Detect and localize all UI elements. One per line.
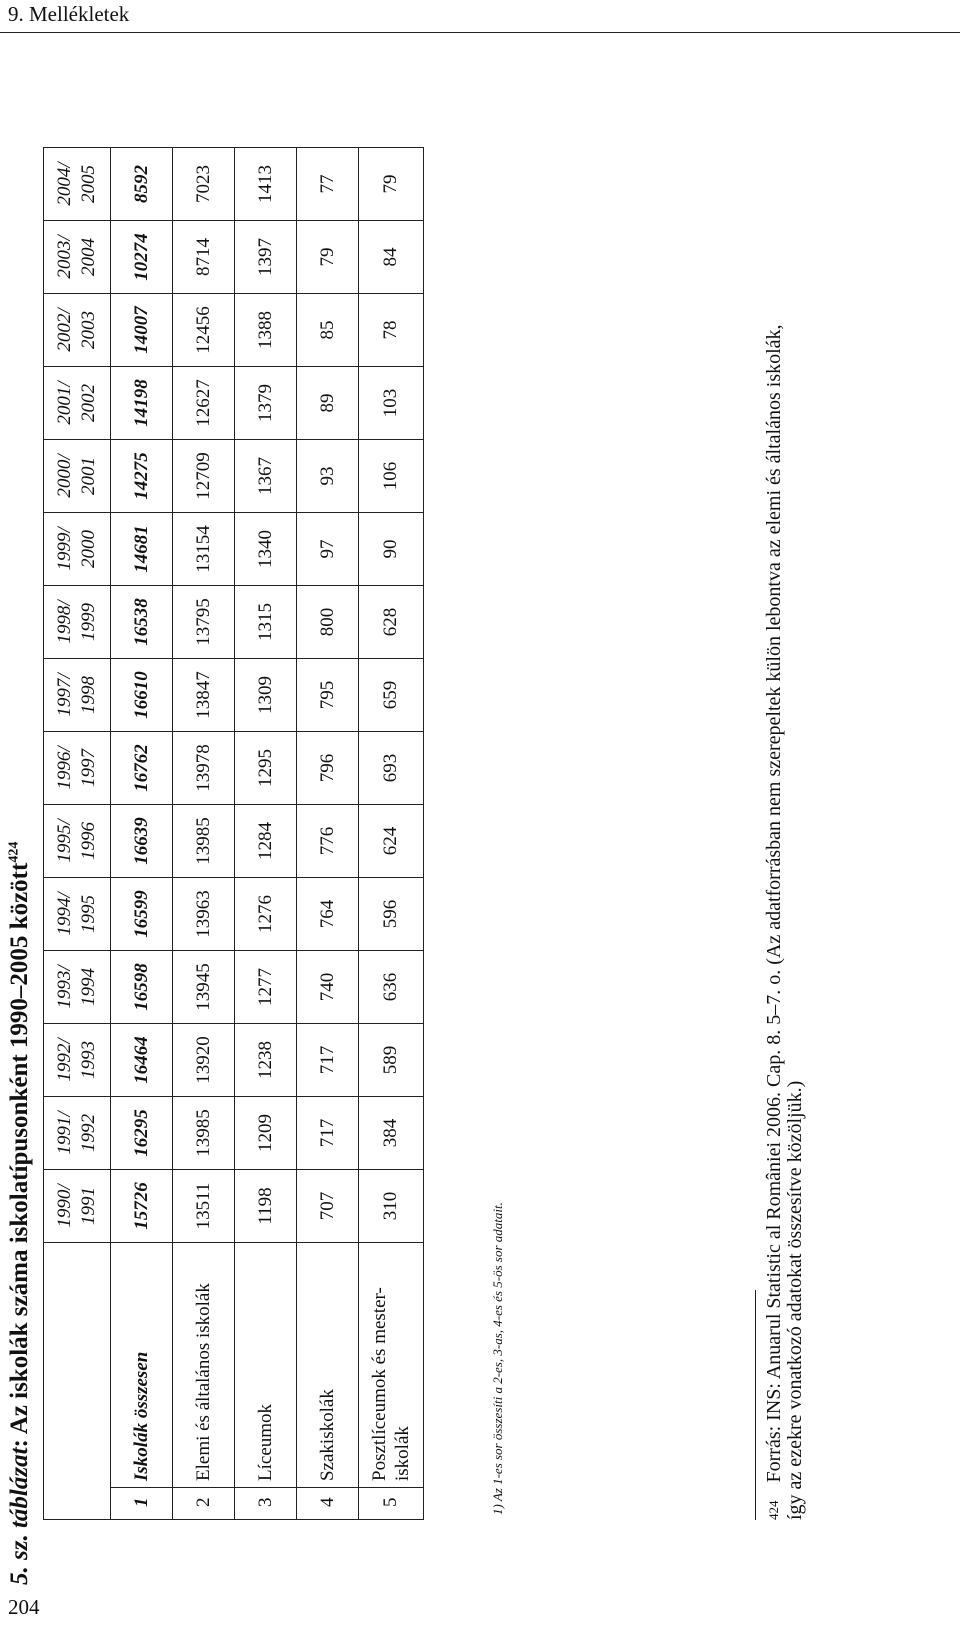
- value-cell: 764: [297, 878, 359, 951]
- year-header: [44, 732, 111, 805]
- value-cell: 85: [297, 294, 359, 367]
- value-cell: 13963: [173, 878, 235, 951]
- year-header-end: 1998: [78, 676, 99, 714]
- table-row: [359, 148, 424, 1520]
- year-header-end: 1992: [78, 1114, 99, 1152]
- row-number: 3: [235, 1488, 297, 1520]
- table-row: [297, 148, 359, 1520]
- value-cell: 7023: [173, 148, 235, 221]
- rotated-landscape-content: [0, 45, 935, 1585]
- value-cell: 15726: [111, 1170, 173, 1243]
- header-rule: [0, 32, 960, 33]
- table-body: [111, 148, 424, 1520]
- value-cell: 12709: [173, 440, 235, 513]
- value-cell: 1413: [235, 148, 297, 221]
- year-header-end: 1999: [78, 603, 99, 641]
- value-cell: 1309: [235, 659, 297, 732]
- value-cell: 1198: [235, 1170, 297, 1243]
- year-header: [44, 1024, 111, 1097]
- value-cell: 77: [297, 148, 359, 221]
- footnote-line-2: így az ezekre vonatkozó adatokat összesítve közöljük.): [784, 1080, 806, 1520]
- footnote-rule: [755, 1290, 756, 1520]
- value-cell: 16598: [111, 951, 173, 1024]
- value-cell: 589: [359, 1024, 424, 1097]
- value-cell: 1397: [235, 221, 297, 294]
- footnote-line-1: Forrás: INS: Anuarul Statistic al României 2006. Cap. 8. 5–7. o. (Az adatforrásban nem szerepeltek külön lebontva az elemi és általános iskolák,: [763, 324, 785, 1483]
- schools-table: [43, 147, 424, 1520]
- value-cell: 1367: [235, 440, 297, 513]
- year-header-start: 2003/: [54, 235, 75, 279]
- value-cell: 8714: [173, 221, 235, 294]
- row-label: Iskolák összesen: [111, 1243, 173, 1488]
- year-header: [44, 294, 111, 367]
- table-title-footnote-ref: 424: [6, 841, 22, 863]
- year-header-end: 1994: [78, 968, 99, 1006]
- value-cell: 13978: [173, 732, 235, 805]
- year-header: [44, 586, 111, 659]
- row-number: 5: [359, 1488, 424, 1520]
- row-label: Szakiskolák: [297, 1243, 359, 1488]
- year-header-start: 1992/: [54, 1038, 75, 1082]
- value-cell: 1340: [235, 513, 297, 586]
- value-cell: 13985: [173, 805, 235, 878]
- year-header-start: 1997/: [54, 673, 75, 717]
- year-header-end: 2004: [78, 238, 99, 276]
- year-header: [44, 805, 111, 878]
- year-header: [44, 1097, 111, 1170]
- value-cell: 10274: [111, 221, 173, 294]
- table-title-text: : Az iskolák száma iskolatípusonként 1990–2005 között: [6, 862, 33, 1448]
- value-cell: 93: [297, 440, 359, 513]
- value-cell: 78: [359, 294, 424, 367]
- value-cell: 1315: [235, 586, 297, 659]
- year-header-start: 2002/: [54, 308, 75, 352]
- year-header-start: 2000/: [54, 454, 75, 498]
- year-header: [44, 440, 111, 513]
- value-cell: 16538: [111, 586, 173, 659]
- value-cell: 1209: [235, 1097, 297, 1170]
- value-cell: 776: [297, 805, 359, 878]
- value-cell: 1295: [235, 732, 297, 805]
- value-cell: 13795: [173, 586, 235, 659]
- row-label: Posztlíceumok és mester-iskolák: [359, 1243, 424, 1488]
- value-cell: 717: [297, 1024, 359, 1097]
- year-header: [44, 1170, 111, 1243]
- year-header: [44, 367, 111, 440]
- value-cell: 800: [297, 586, 359, 659]
- year-header: [44, 951, 111, 1024]
- year-header-start: 1990/: [54, 1184, 75, 1228]
- value-cell: 12456: [173, 294, 235, 367]
- year-header-end: 2005: [78, 165, 99, 203]
- value-cell: 97: [297, 513, 359, 586]
- running-head: 9. Mellékletek: [8, 2, 130, 26]
- value-cell: 310: [359, 1170, 424, 1243]
- value-cell: 624: [359, 805, 424, 878]
- year-header-end: 1995: [78, 895, 99, 933]
- year-header: [44, 659, 111, 732]
- value-cell: 13154: [173, 513, 235, 586]
- value-cell: 596: [359, 878, 424, 951]
- value-cell: 13985: [173, 1097, 235, 1170]
- value-cell: 1277: [235, 951, 297, 1024]
- page-number: 204: [8, 1595, 40, 1619]
- year-header-end: 1996: [78, 822, 99, 860]
- value-cell: 1284: [235, 805, 297, 878]
- year-header-end: 2003: [78, 311, 99, 349]
- value-cell: 16762: [111, 732, 173, 805]
- table-note: 1) Az 1-es sor összesíti a 2-es, 3-as, 4-es és 5-ös sor adatait.: [490, 1202, 505, 1515]
- year-header: [44, 513, 111, 586]
- year-header-start: 1994/: [54, 892, 75, 936]
- value-cell: 13511: [173, 1170, 235, 1243]
- value-cell: 16464: [111, 1024, 173, 1097]
- year-header-start: 1991/: [54, 1111, 75, 1155]
- value-cell: 79: [297, 221, 359, 294]
- table-row: [235, 148, 297, 1520]
- value-cell: 16610: [111, 659, 173, 732]
- value-cell: 13920: [173, 1024, 235, 1097]
- table-header-row: [44, 148, 111, 1520]
- year-header-end: 2000: [78, 530, 99, 568]
- year-header: [44, 148, 111, 221]
- footnote-number: 424: [766, 1500, 781, 1520]
- value-cell: 740: [297, 951, 359, 1024]
- year-header-end: 2001: [78, 457, 99, 495]
- table-title-label: 5. sz. táblázat: [6, 1447, 33, 1585]
- value-cell: 717: [297, 1097, 359, 1170]
- year-header-start: 1998/: [54, 600, 75, 644]
- value-cell: 628: [359, 586, 424, 659]
- value-cell: 14007: [111, 294, 173, 367]
- value-cell: 90: [359, 513, 424, 586]
- value-cell: 14681: [111, 513, 173, 586]
- value-cell: 14275: [111, 440, 173, 513]
- value-cell: 16639: [111, 805, 173, 878]
- value-cell: 13847: [173, 659, 235, 732]
- row-label: Elemi és általános iskolák: [173, 1243, 235, 1488]
- value-cell: 1388: [235, 294, 297, 367]
- value-cell: 103: [359, 367, 424, 440]
- table-title: [6, 842, 34, 1585]
- value-cell: 796: [297, 732, 359, 805]
- year-header-end: 2002: [78, 384, 99, 422]
- footnote: [763, 50, 806, 1520]
- year-header-start: 2004/: [54, 162, 75, 206]
- value-cell: 16295: [111, 1097, 173, 1170]
- table-row: [111, 148, 173, 1520]
- table-row: [173, 148, 235, 1520]
- year-header: [44, 878, 111, 951]
- value-cell: 16599: [111, 878, 173, 951]
- year-header-start: 1996/: [54, 746, 75, 790]
- year-header-start: 1993/: [54, 965, 75, 1009]
- year-header-start: 2001/: [54, 381, 75, 425]
- value-cell: 384: [359, 1097, 424, 1170]
- value-cell: 8592: [111, 148, 173, 221]
- row-label: Líceumok: [235, 1243, 297, 1488]
- year-header-end: 1997: [78, 749, 99, 787]
- value-cell: 106: [359, 440, 424, 513]
- year-header-start: 1999/: [54, 527, 75, 571]
- value-cell: 1379: [235, 367, 297, 440]
- year-header-end: 1993: [78, 1041, 99, 1079]
- value-cell: 707: [297, 1170, 359, 1243]
- year-header-end: 1991: [78, 1187, 99, 1225]
- year-header: [44, 221, 111, 294]
- year-header-start: 1995/: [54, 819, 75, 863]
- value-cell: 636: [359, 951, 424, 1024]
- value-cell: 84: [359, 221, 424, 294]
- row-number: 1: [111, 1488, 173, 1520]
- value-cell: 13945: [173, 951, 235, 1024]
- value-cell: 1238: [235, 1024, 297, 1097]
- value-cell: 659: [359, 659, 424, 732]
- value-cell: 1276: [235, 878, 297, 951]
- value-cell: 12627: [173, 367, 235, 440]
- row-number: 2: [173, 1488, 235, 1520]
- table-corner-cell: [44, 1243, 111, 1520]
- row-number: 4: [297, 1488, 359, 1520]
- value-cell: 693: [359, 732, 424, 805]
- value-cell: 14198: [111, 367, 173, 440]
- value-cell: 79: [359, 148, 424, 221]
- value-cell: 795: [297, 659, 359, 732]
- value-cell: 89: [297, 367, 359, 440]
